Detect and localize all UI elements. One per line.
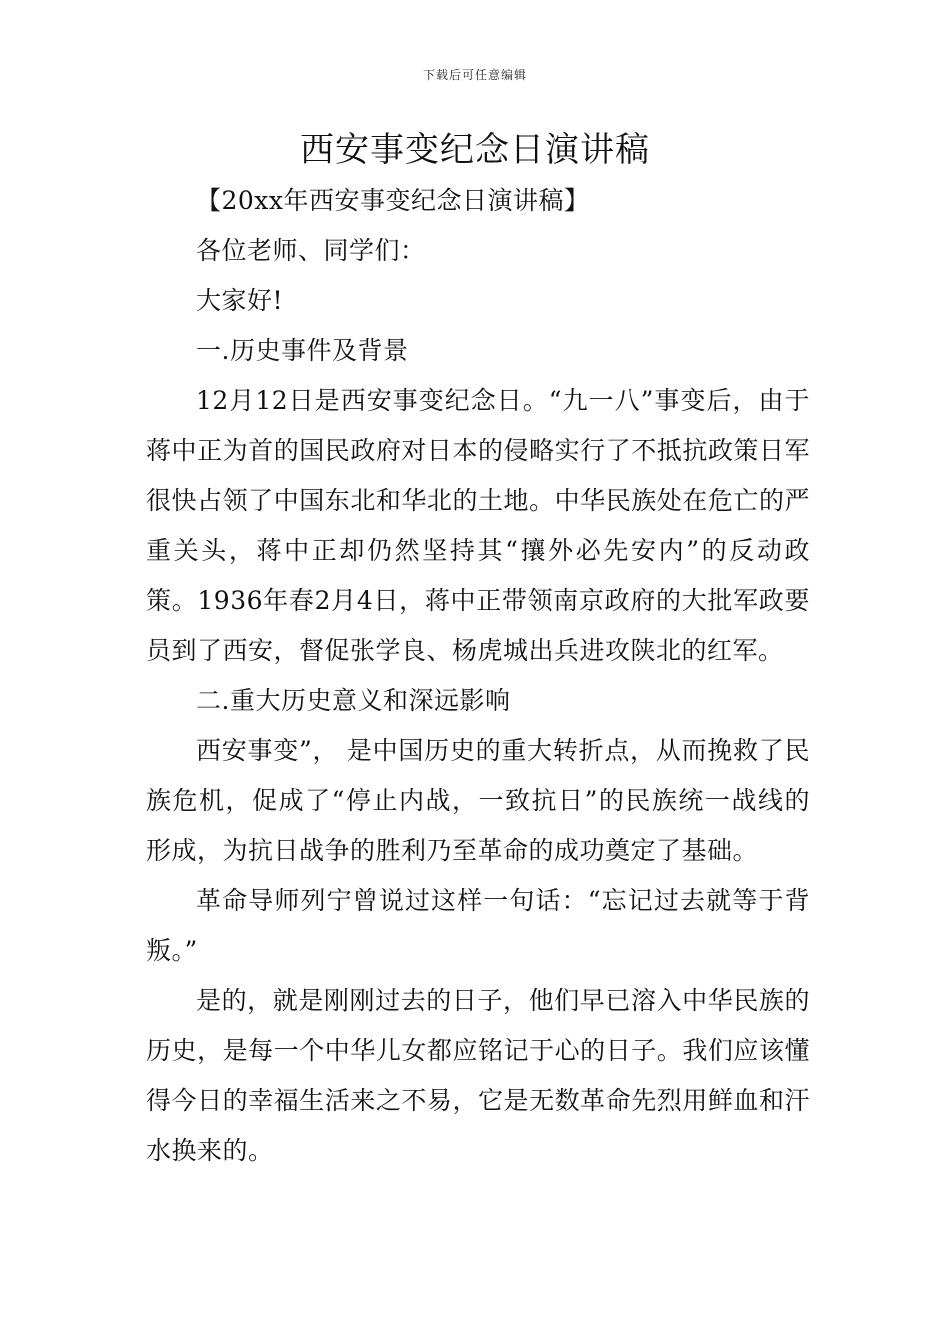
document-title: 西安事变纪念日演讲稿 [300,130,650,170]
paragraph-subtitle: 【20xx年西安事变纪念日演讲稿】 [196,186,590,215]
paragraph-greeting: 大家好! [196,286,284,315]
paragraph-background: 12月12日是西安事变纪念日。“九一八”事变后，由于蒋中正为首的国民政府对日本的侵略实行了不抵抗政策日军很快占领了中国东北和华北的土地。中华民族处在危亡的严重关头，蒋中正却仍然坚持其“攘外必先安内”的反动政策。1936年春2月4日，蒋中正带领南京政府的大批军政要员到了西安，督促张学良、杨虎城出兵进攻陕北的红军。 [146,386,810,665]
paragraph-significance: 西安事变”， 是中国历史的重大转折点，从而挽救了民族危机，促成了“停止内战，一致抗日”的民族统一战线的形成，为抗日战争的胜利乃至革命的成功奠定了基础。 [146,736,810,865]
header-note: 下载后可任意编辑 [422,68,527,82]
section-heading-2: 二.重大历史意义和深远影响 [196,686,511,715]
document-body [146,176,810,1176]
paragraph-conclusion: 是的，就是刚刚过去的日子，他们早已溶入中华民族的历史，是每一个中华儿女都应铭记于心的日子。我们应该懂得今日的幸福生活来之不易，它是无数革命先烈用鲜血和汗水换来的。 [146,986,810,1165]
paragraph-quote: 革命导师列宁曾说过这样一句话：“忘记过去就等于背叛。” [146,886,810,965]
paragraph-salutation: 各位老师、同学们： [196,236,426,265]
section-heading-1: 一.历史事件及背景 [196,336,409,365]
